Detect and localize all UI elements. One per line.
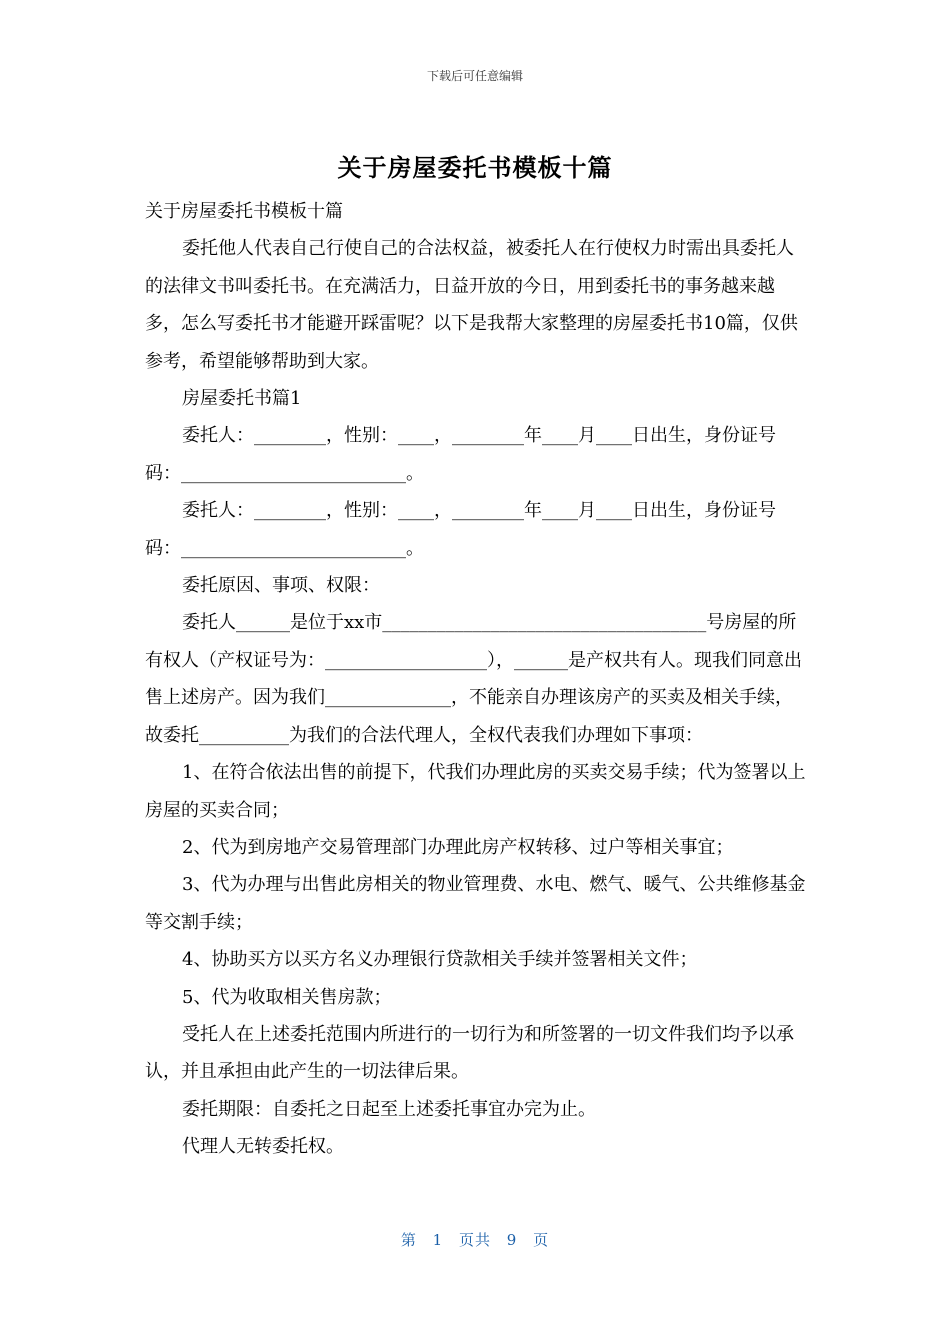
intro-paragraph: 委托他人代表自己行使自己的合法权益，被委托人在行使权力时需出具委托人的法律文书叫委托书。在充满活力，日益开放的今日，用到委托书的事务越来越多，怎么写委托书才能避开踩雷呢？以下是我帮大家整理的房屋委托书10篇，仅供参考，希望能够帮助到大家。	[145, 238, 798, 372]
document-title: 关于房屋委托书模板十篇	[337, 154, 613, 182]
acknowledgement-paragraph: 受托人在上述委托范围内所进行的一切行为和所签署的一切文件我们均予以承认，并且承担由此产生的一切法律后果。	[145, 1023, 794, 1083]
list-item: 3、代为办理与出售此房相关的物业管理费、水电、燃气、暖气、公共维修基金等交割手续；	[145, 874, 806, 933]
term-paragraph: 委托期限：自委托之日起至上述委托事宜办完为止。	[182, 1098, 596, 1120]
reason-heading: 委托原因、事项、权限：	[182, 575, 380, 597]
page-number: 第 1 页共 9 页	[400, 1231, 550, 1249]
list-item: 4、协助买方以买方名义办理银行贷款相关手续并签署相关文件；	[182, 949, 698, 971]
no-subdelegation-paragraph: 代理人无转委托权。	[182, 1136, 344, 1158]
subtitle-paragraph: 关于房屋委托书模板十篇	[145, 201, 343, 222]
principal-line: 委托人：________，性别：____，________年____月____日出生，身份证号码：_________________________。	[145, 425, 776, 484]
header-note: 下载后可任意编辑	[426, 69, 523, 83]
list-item: 2、代为到房地产交易管理部门办理此房产权转移、过户等相关事宜；	[182, 836, 734, 858]
principal-line: 委托人：________，性别：____，________年____月____日出生，身份证号码：_________________________。	[145, 500, 776, 559]
list-item: 5、代为收取相关售房款；	[182, 986, 392, 1008]
list-item: 1、在符合依法出售的前提下，代我们办理此房的买卖交易手续；代为签署以上房屋的买卖合同；	[145, 762, 806, 821]
document-body	[145, 193, 810, 1166]
property-paragraph: 委托人______是位于xx市____________________________________号房屋的所有权人（产权证号为：__________________），______是产权共有人。现我们同意出售上述房产。因为我们______________，不能亲自办理该房产的买卖及相关手续，故委托__________为我们的合法代理人，全权代表我们办理如下事项：	[145, 612, 802, 746]
section-heading: 房屋委托书篇1	[182, 388, 302, 410]
